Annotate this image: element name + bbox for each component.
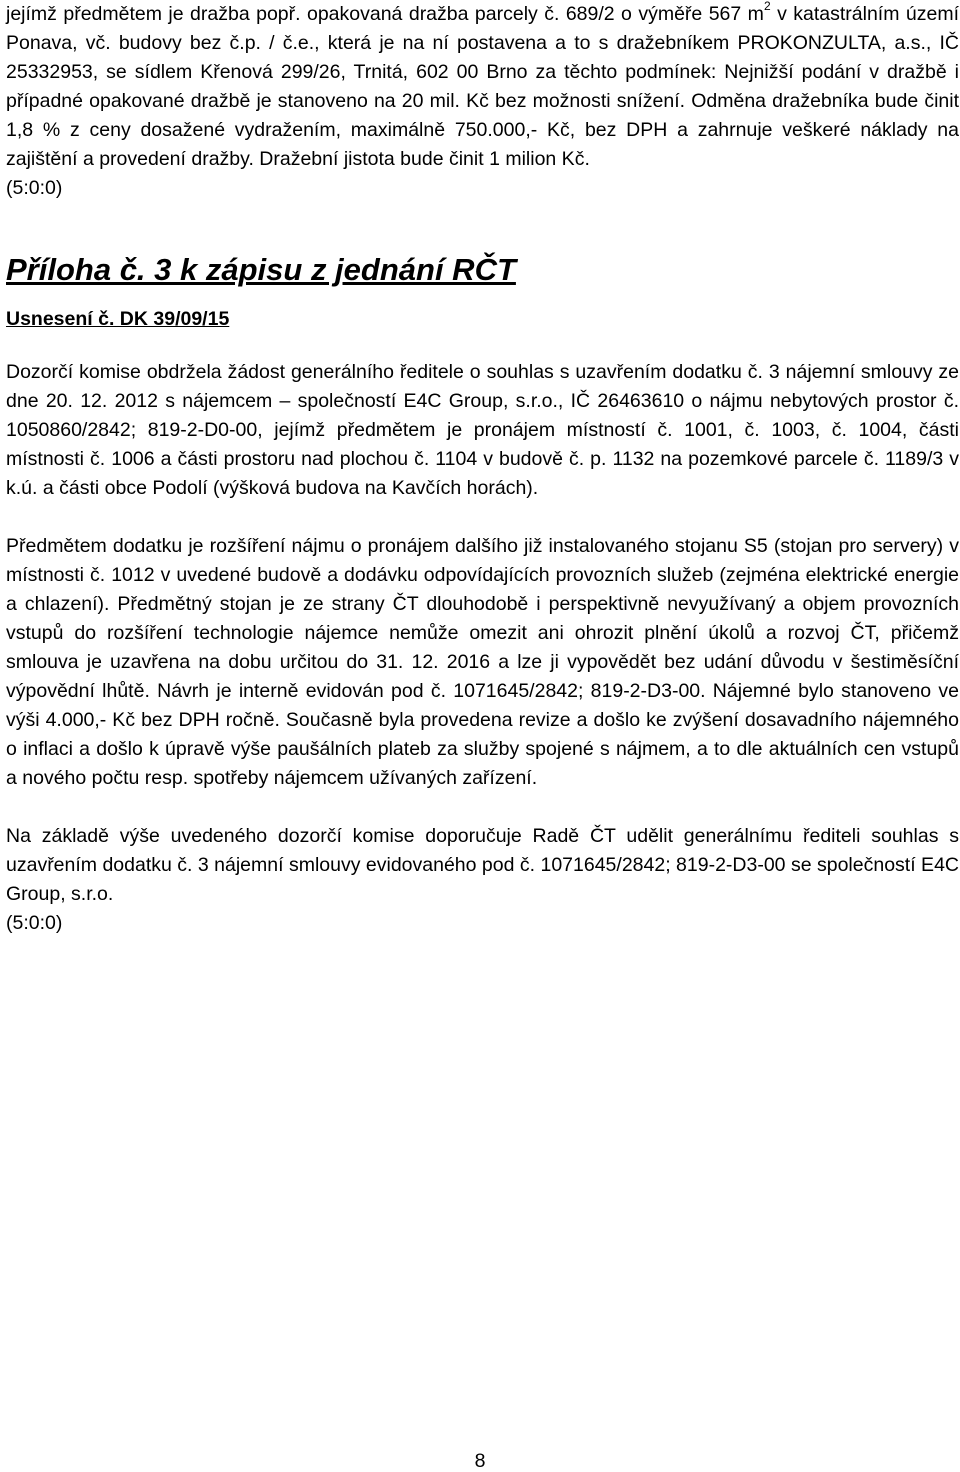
paragraph-subject: Předmětem dodatku je rozšíření nájmu o pronájem dalšího již instalovaného stojanu S5 (stojan pro servery) v místnosti č. 1012 v uvedené budově a dodávku odpovídajících provozních služeb (zejména elektrické energie a chlazení). Předmětný stojan je ze strany ČT dlouhodobě i perspektivně nevyužívaný a objem provozních vstupů do rozšíření technologie nájemce nemůže omezit ani ohrozit plnění úkolů a rozvoj ČT, přičemž smlouva je uzavřena na dobu určitou do 31. 12. 2016 a lze ji vypovědět bez udání důvodu v šestiměsíční výpovědní lhůtě. Návrh je interně evidován pod č. 1071645/2842; 819-2-D3-00. Nájemné bylo stanoveno ve výši 4.000,- Kč bez DPH ročně. Současně byla provedena revize a došlo ke zvýšení dosavadního nájemného o inflaci a došlo k úpravě výše paušálních plateb za služby spojené s nájmem, a to dle aktuálních cen vstupů a nového počtu resp. spotřeby nájemcem užívaných zařízení. <box>6 535 959 789</box>
intro-text-after-sup: v katastrálním území Ponava, vč. budovy bez č.p. / č.e., která je na ní postavena a to s dražebníkem PROKONZULTA, a.s., IČ 25332953, se sídlem Křenová 299/26, Trnitá, 602 00 Brno za těchto podmínek: Nejnižší podání v dražbě i případné opakované dražbě je stanoveno na 20 mil. Kč bez možnosti snížení. Odměna dražebníka bude činit 1,8 % z ceny dosažené vydražením, maximálně 750.000,- Kč, bez DPH a zahrnuje veškeré náklady na zajištění a provedení dražby. Dražební jistota bude činit 1 milion Kč. <box>6 3 959 170</box>
resolution-id: Usnesení č. DK 39/09/15 <box>6 308 230 330</box>
paragraph-recommendation: Na základě výše uvedeného dozorčí komise doporučuje Radě ČT udělit generálnímu řediteli souhlas s uzavřením dodatku č. 3 nájemní smlouvy evidovaného pod č. 1071645/2842; 819-2-D3-00 se společností E4C Group, s.r.o. <box>6 825 959 905</box>
intro-paragraph <box>6 0 959 174</box>
vote-result-2: (5:0:0) <box>6 912 63 934</box>
intro-text-before-sup: jejímž předmětem je dražba popř. opakovaná dražba parcely č. 689/2 o výměře 567 m <box>6 3 764 25</box>
page-number: 8 <box>474 1450 486 1472</box>
document-page <box>6 0 959 938</box>
superscript-2: 2 <box>763 0 771 13</box>
vote-result-1: (5:0:0) <box>6 177 63 199</box>
paragraph-request: Dozorčí komise obdržela žádost generálního ředitele o souhlas s uzavřením dodatku č. 3 nájemní smlouvy ze dne 20. 12. 2012 s nájemcem – společností E4C Group, s.r.o., IČ 26463610 o nájmu nebytových prostor č. 1050860/2842; 819-2-D0-00, jejímž předmětem je pronájem místností č. 1001, č. 1003, č. 1004, části místnosti č. 1006 a části prostoru nad plochou č. 1104 v budově č. p. 1132 na pozemkové parcele č. 1189/3 v k.ú. a části obce Podolí (výšková budova na Kavčích horách). <box>6 361 959 499</box>
annex-title: Příloha č. 3 k zápisu z jednání RČT <box>6 252 516 287</box>
